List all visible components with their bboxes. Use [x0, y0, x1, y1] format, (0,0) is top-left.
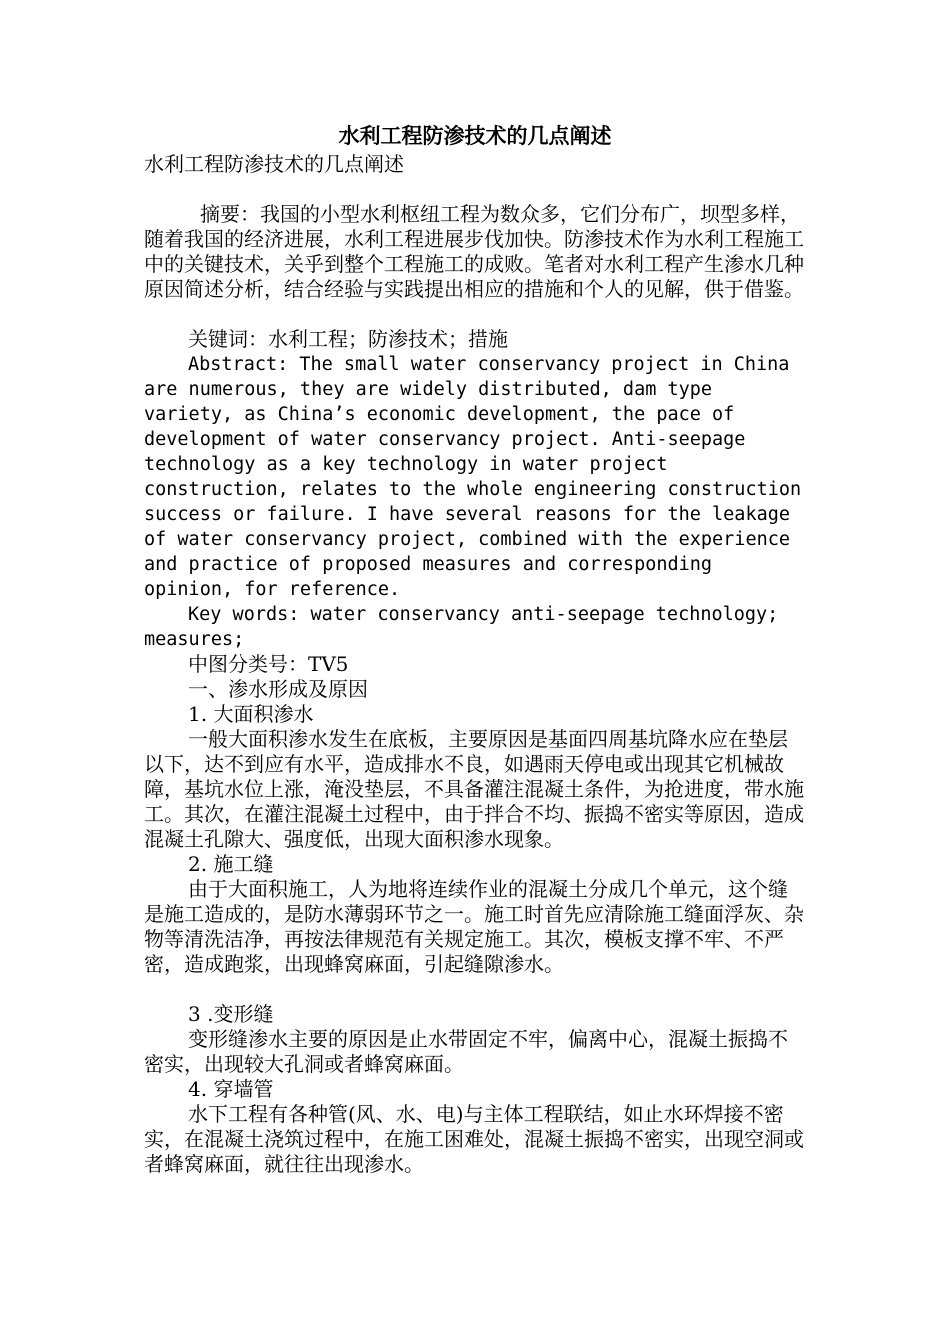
subsection-body-4: 水下工程有各种管(风、水、电)与主体工程联结，如止水环焊接不密实，在混凝土浇筑过程中，在施工困难处，混凝土振捣不密实，出现空洞或者蜂窝麻面，就往往出现渗水。: [144, 1102, 804, 1176]
abstract-chinese: 摘要：我国的小型水利枢纽工程为数众多，它们分布广，坝型多样，随着我国的经济进展，水利工程进展步伐加快。防渗技术作为水利工程施工中的关键技术，关乎到整个工程施工的成败。笔者对水利工程产生渗水几种原因简述分析，结合经验与实践提出相应的措施和个人的见解，供于借鉴。: [144, 202, 804, 301]
subsection-heading-2: 2. 施工缝: [188, 852, 274, 876]
document-title: 水利工程防渗技术的几点阐述: [338, 123, 612, 148]
subsection-heading-1: 1. 大面积渗水: [188, 702, 314, 726]
document-page: [144, 120, 806, 1177]
spacer: [144, 302, 806, 327]
subsection-body-1: 一般大面积渗水发生在底板，主要原因是基面四周基坑降水应在垫层以下，达不到应有水平，造成排水不良，如遇雨天停电或出现其它机械故障，基坑水位上涨，淹没垫层，不具备灌注混凝土条件，为抢进度，带水施工。其次，在灌注混凝土过程中，由于拌合不均、振捣不密实等原因，造成混凝土孔隙大、强度低，出现大面积渗水现象。: [144, 727, 804, 851]
keywords-chinese: 关键词：水利工程；防渗技术；措施: [188, 327, 508, 351]
subsection-heading-4: 4. 穿墙管: [188, 1077, 274, 1101]
section-heading-1: 一、渗水形成及原因: [188, 677, 368, 701]
abstract-english: Abstract: The small water conservancy project in China are numerous, they are widely distributed, dam type variety, as China’s economic development, the pace of development of water conservancy project. Anti-seepage technology as a key technology in water project construction, relates to the whole engineering construction success or failure. I have several reasons for the leakage of water conservancy project, combined with the experience and practice of proposed measures and corresponding opinion, for reference.: [144, 354, 802, 600]
subsection-body-3: 变形缝渗水主要的原因是止水带固定不牢，偏离中心，混凝土振捣不密实，出现较大孔洞或者蜂窝麻面。: [144, 1027, 788, 1076]
classification-number: 中图分类号：TV5: [188, 652, 349, 676]
document-subtitle: 水利工程防渗技术的几点阐述: [144, 152, 404, 176]
keywords-english: Key words: water conservancy anti-seepage technology; measures;: [144, 604, 779, 650]
spacer: [144, 177, 806, 202]
spacer: [144, 977, 806, 1002]
subsection-body-2: 由于大面积施工，人为地将连续作业的混凝土分成几个单元，这个缝是施工造成的，是防水薄弱环节之一。施工时首先应清除施工缝面浮灰、杂物等清洗洁净，再按法律规范有关规定施工。其次，模板支撑不牢、不严密，造成跑浆，出现蜂窝麻面，引起缝隙渗水。: [144, 877, 804, 976]
subsection-heading-3: 3 .变形缝: [188, 1002, 274, 1026]
